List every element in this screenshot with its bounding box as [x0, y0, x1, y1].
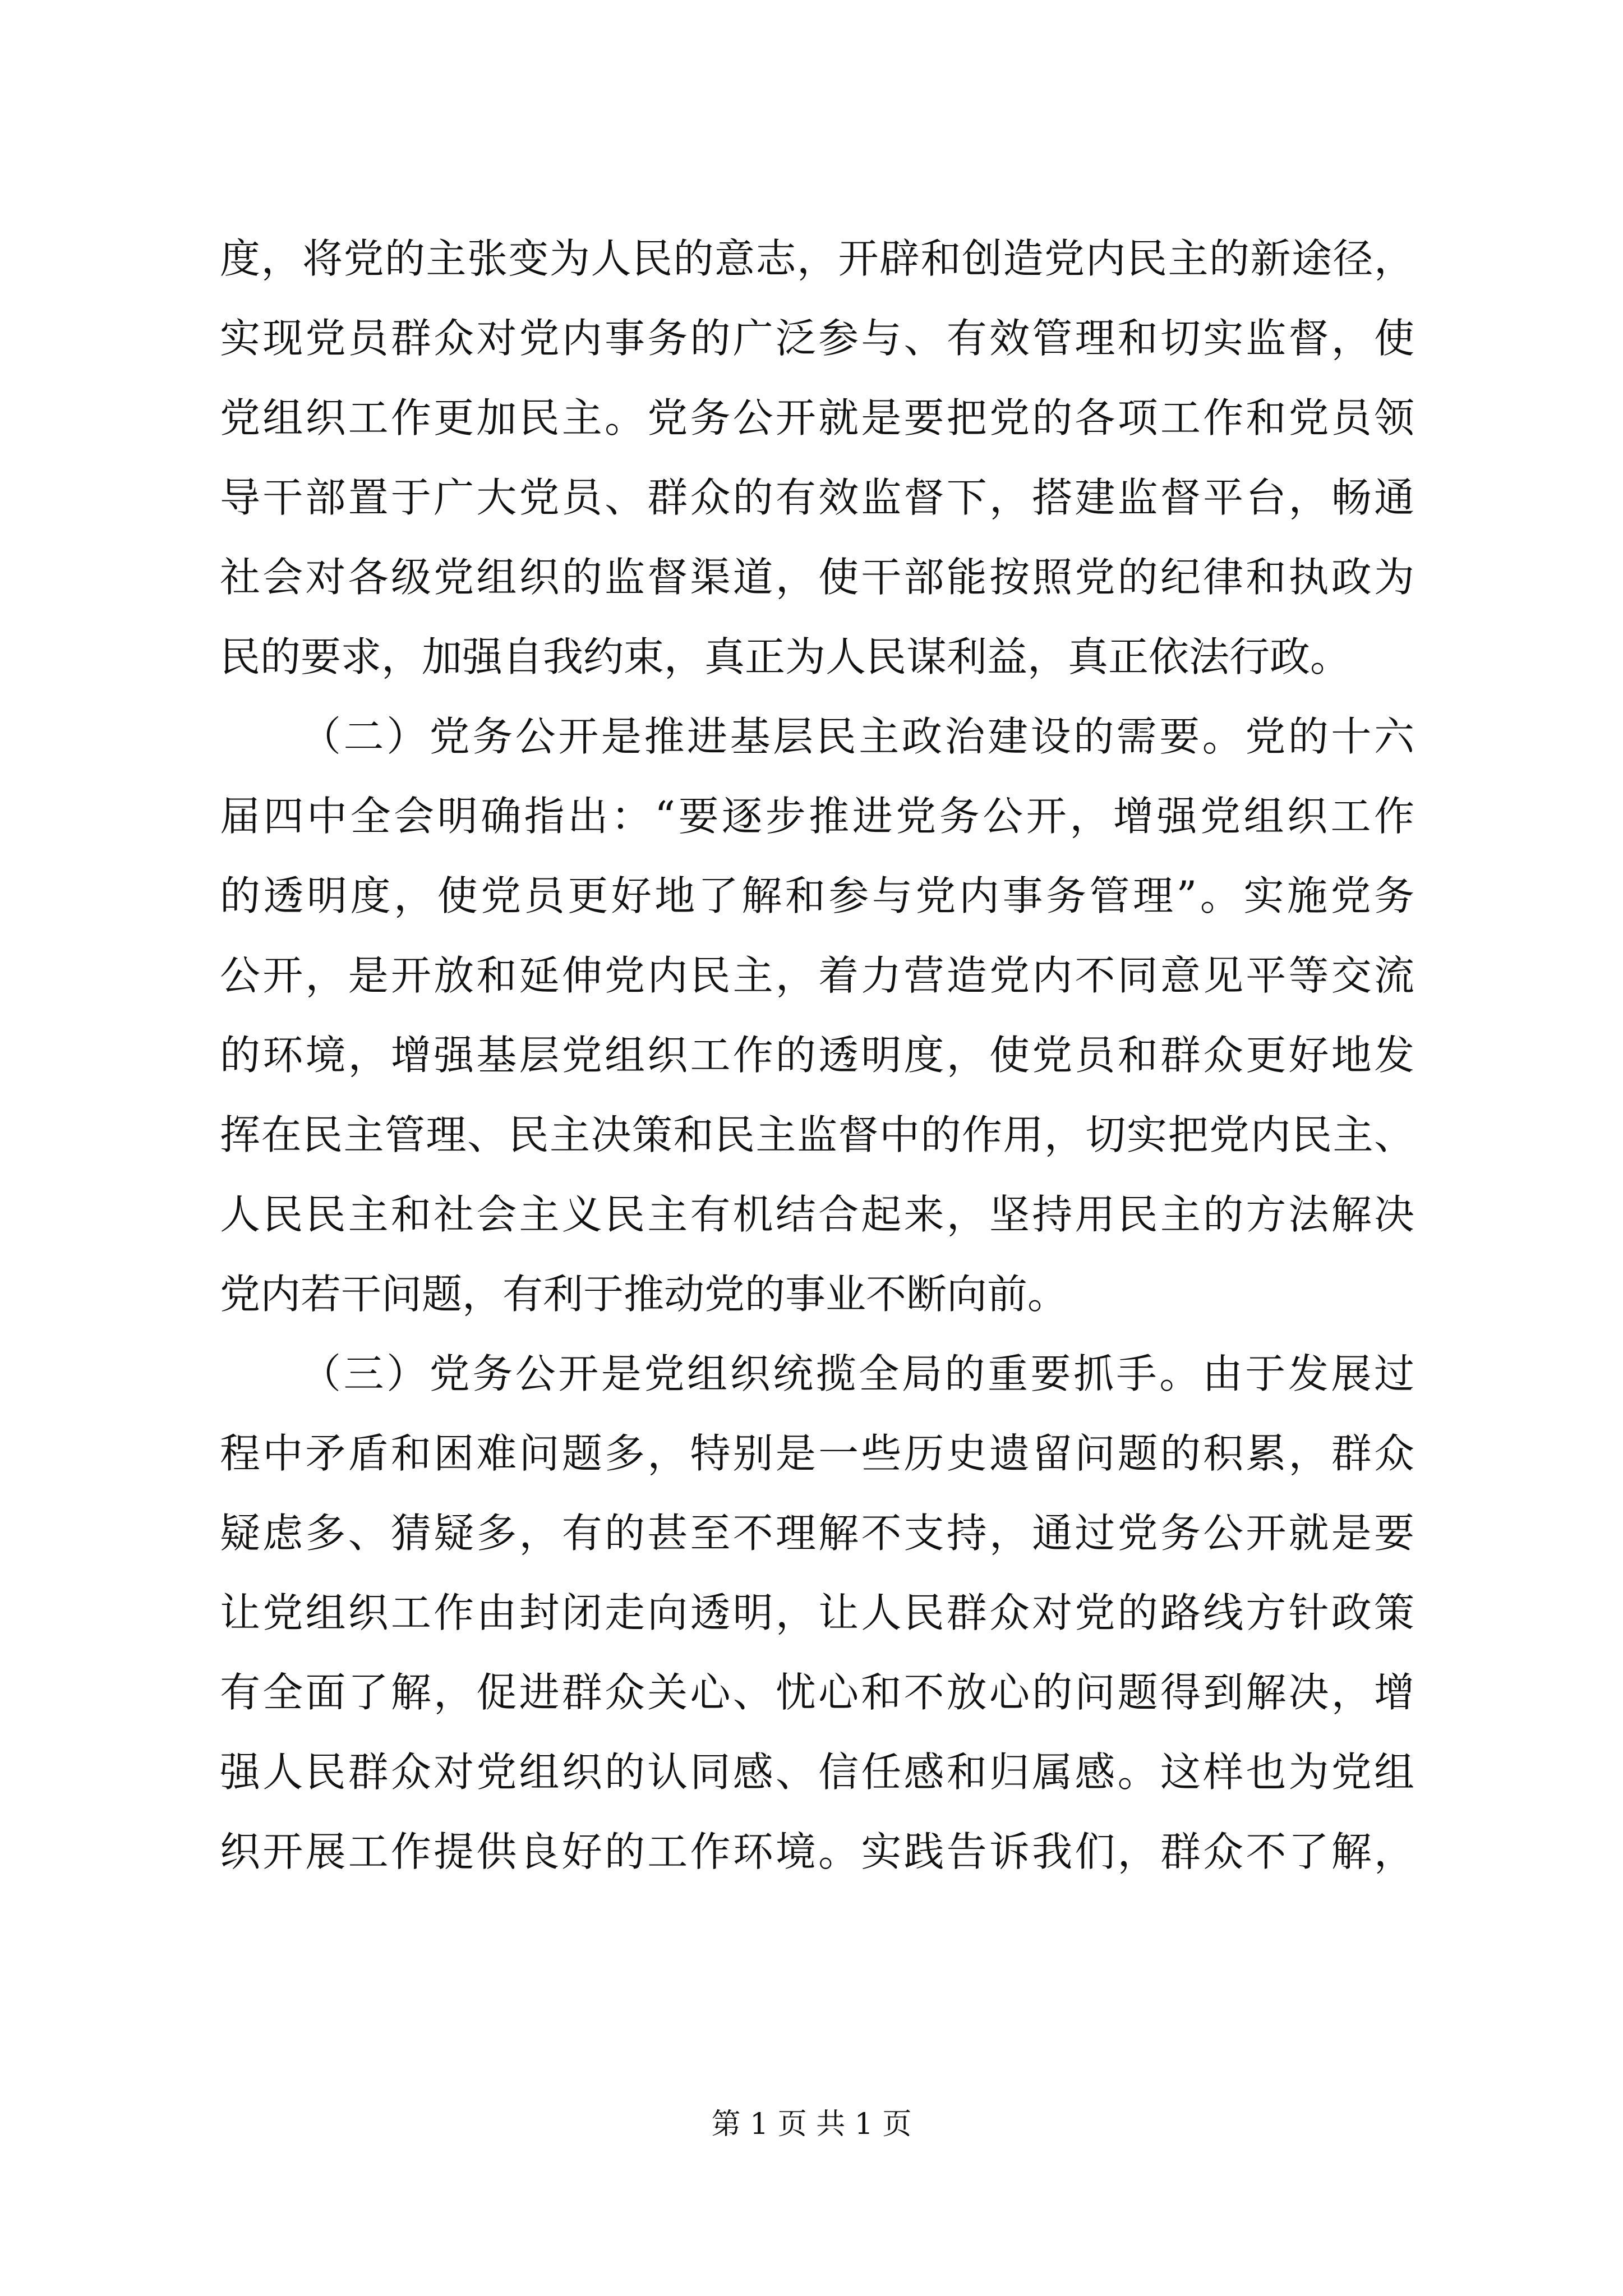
text-line: 党内若干问题，有利于推动党的事业不断向前。: [220, 1271, 1068, 1318]
text-line: 程中矛盾和困难问题多，特别是一些历史遗留问题的积累，群众: [220, 1430, 1414, 1477]
text-line: 届四中全会明确指出：“要逐步推进党务公开，增强党组织工作: [220, 793, 1414, 840]
document-body: [220, 219, 1414, 1892]
paragraph-1: [220, 219, 1414, 697]
text-line: 民的要求，加强自我约束，真正为人民谋利益，真正依法行政。: [220, 633, 1351, 680]
text-line: 有全面了解，促进群众关心、忧心和不放心的问题得到解决，增: [220, 1669, 1414, 1716]
text-line: （二）党务公开是推进基层民主政治建设的需要。党的十六: [301, 713, 1414, 760]
text-line: 的透明度，使党员更好地了解和参与党内事务管理”。实施党务: [220, 872, 1414, 919]
text-line: （三）党务公开是党组织统揽全局的重要抓手。由于发展过: [301, 1350, 1414, 1397]
page-number-label: 第 1 页 共 1 页: [711, 2108, 912, 2141]
text-line: 公开，是开放和延伸党内民主，着力营造党内不同意见平等交流: [220, 952, 1414, 999]
text-line: 实现党员群众对党内事务的广泛参与、有效管理和切实监督，使: [220, 315, 1414, 362]
text-line: 织开展工作提供良好的工作环境。实践告诉我们，群众不了解，: [220, 1828, 1414, 1875]
text-line: 疑虑多、猜疑多，有的甚至不理解不支持，通过党务公开就是要: [220, 1510, 1414, 1557]
text-line: 挥在民主管理、民主决策和民主监督中的作用，切实把党内民主、: [220, 1111, 1414, 1158]
paragraph-2: [220, 697, 1414, 1334]
text-line: 让党组织工作由封闭走向透明，让人民群众对党的路线方针政策: [220, 1589, 1414, 1636]
text-line: 人民民主和社会主义民主有机结合起来，坚持用民主的方法解决: [220, 1191, 1414, 1238]
text-line: 党组织工作更加民主。党务公开就是要把党的各项工作和党员领: [220, 394, 1414, 441]
text-line: 度，将党的主张变为人民的意志，开辟和创造党内民主的新途径，: [220, 235, 1414, 282]
paragraph-3: [220, 1334, 1414, 1892]
text-line: 强人民群众对党组织的认同感、信任感和归属感。这样也为党组: [220, 1749, 1414, 1796]
text-line: 社会对各级党组织的监督渠道，使干部能按照党的纪律和执政为: [220, 554, 1414, 601]
text-line: 的环境，增强基层党组织工作的透明度，使党员和群众更好地发: [220, 1032, 1414, 1079]
page-footer: [0, 2105, 1623, 2144]
text-line: 导干部置于广大党员、群众的有效监督下，搭建监督平台，畅通: [220, 474, 1414, 521]
